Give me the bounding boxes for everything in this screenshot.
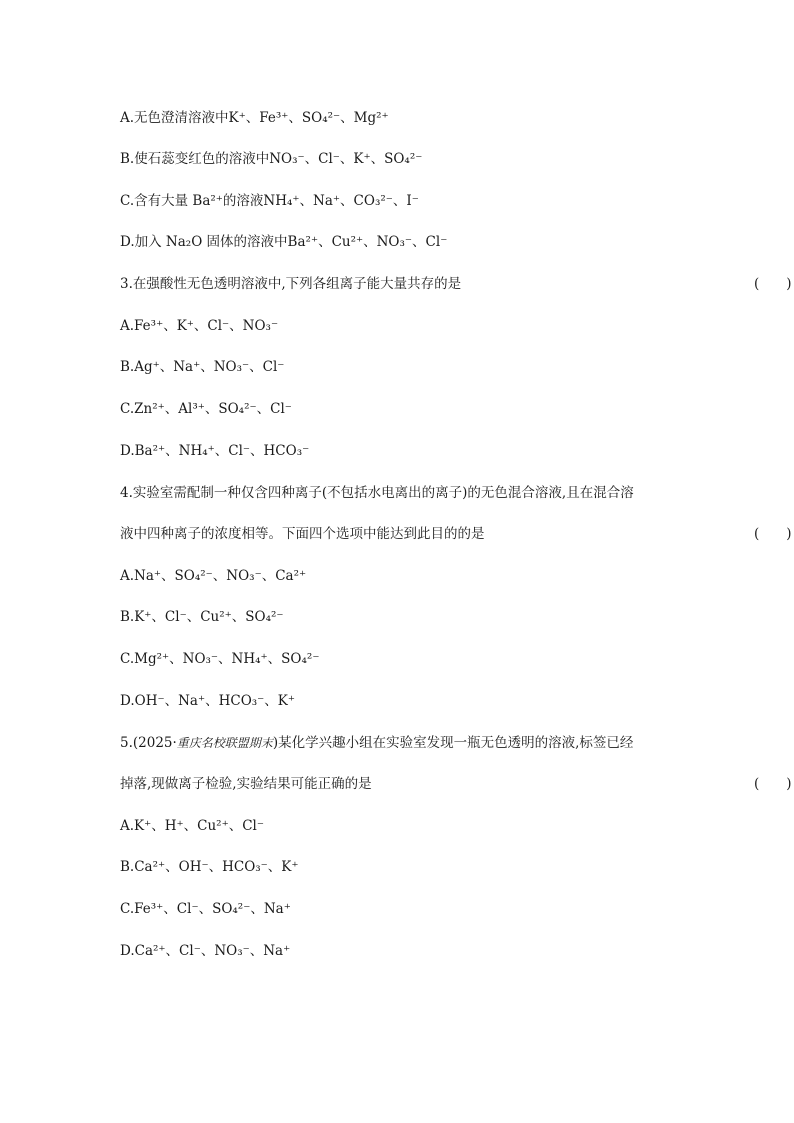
q3-stem-line [120, 274, 792, 294]
q2-option-c: C.含有大量 Ba²⁺的溶液NH₄⁺、Na⁺、CO₃²⁻、I⁻ [120, 193, 419, 209]
q4-stem-line-1: 4.实验室需配制一种仅含四种离子(不包括水电离出的离子)的无色混合溶液,且在混合溶 [120, 485, 634, 501]
q4-option-b: B.K⁺、Cl⁻、Cu²⁺、SO₄²⁻ [120, 609, 284, 625]
q5-option-d: D.Ca²⁺、Cl⁻、NO₃⁻、Na⁺ [120, 943, 291, 959]
q3-option-c: C.Zn²⁺、Al³⁺、SO₄²⁻、Cl⁻ [120, 401, 292, 417]
q5-source: 重庆名校联盟期末 [176, 736, 273, 750]
q5-stem-part: )某化学兴趣小组在实验室发现一瓶无色透明的溶液,标签已经 [272, 735, 634, 751]
q4-option-d: D.OH⁻、Na⁺、HCO₃⁻、K⁺ [120, 693, 296, 709]
q4-option-a: A.Na⁺、SO₄²⁻、NO₃⁻、Ca²⁺ [120, 568, 307, 584]
q5-number: 5.(2025· [120, 735, 177, 751]
q3-option-a: A.Fe³⁺、K⁺、Cl⁻、NO₃⁻ [120, 318, 279, 334]
q5-option-b: B.Ca²⁺、OH⁻、HCO₃⁻、K⁺ [120, 859, 299, 875]
q5-stem-line-1 [120, 733, 680, 753]
q5-stem-line-2 [120, 774, 792, 794]
q3-option-b: B.Ag⁺、Na⁺、NO₃⁻、Cl⁻ [120, 359, 285, 375]
q4-stem: 液中四种离子的浓度相等。下面四个选项中能达到此目的的是 [120, 526, 485, 542]
q4-option-c: C.Mg²⁺、NO₃⁻、NH₄⁺、SO₄²⁻ [120, 651, 320, 667]
q4-stem-line-2 [120, 524, 792, 544]
q2-option-d: D.加入 Na₂O 固体的溶液中Ba²⁺、Cu²⁺、NO₃⁻、Cl⁻ [120, 234, 448, 250]
q5-stem: 掉落,现做离子检验,实验结果可能正确的是 [120, 776, 372, 792]
q2-option-a: A.无色澄清溶液中K⁺、Fe³⁺、SO₄²⁻、Mg²⁺ [120, 110, 389, 126]
q5-answer-paren: ( ) [754, 776, 792, 792]
q4-answer-paren: ( ) [754, 526, 792, 542]
q3-option-d: D.Ba²⁺、NH₄⁺、Cl⁻、HCO₃⁻ [120, 443, 310, 459]
q5-option-a: A.K⁺、H⁺、Cu²⁺、Cl⁻ [120, 818, 264, 834]
q2-option-b: B.使石蕊变红色的溶液中NO₃⁻、Cl⁻、K⁺、SO₄²⁻ [120, 151, 423, 167]
q5-option-c: C.Fe³⁺、Cl⁻、SO₄²⁻、Na⁺ [120, 901, 291, 917]
q3-answer-paren: ( ) [754, 276, 792, 292]
q3-stem: 3.在强酸性无色透明溶液中,下列各组离子能大量共存的是 [120, 276, 462, 292]
